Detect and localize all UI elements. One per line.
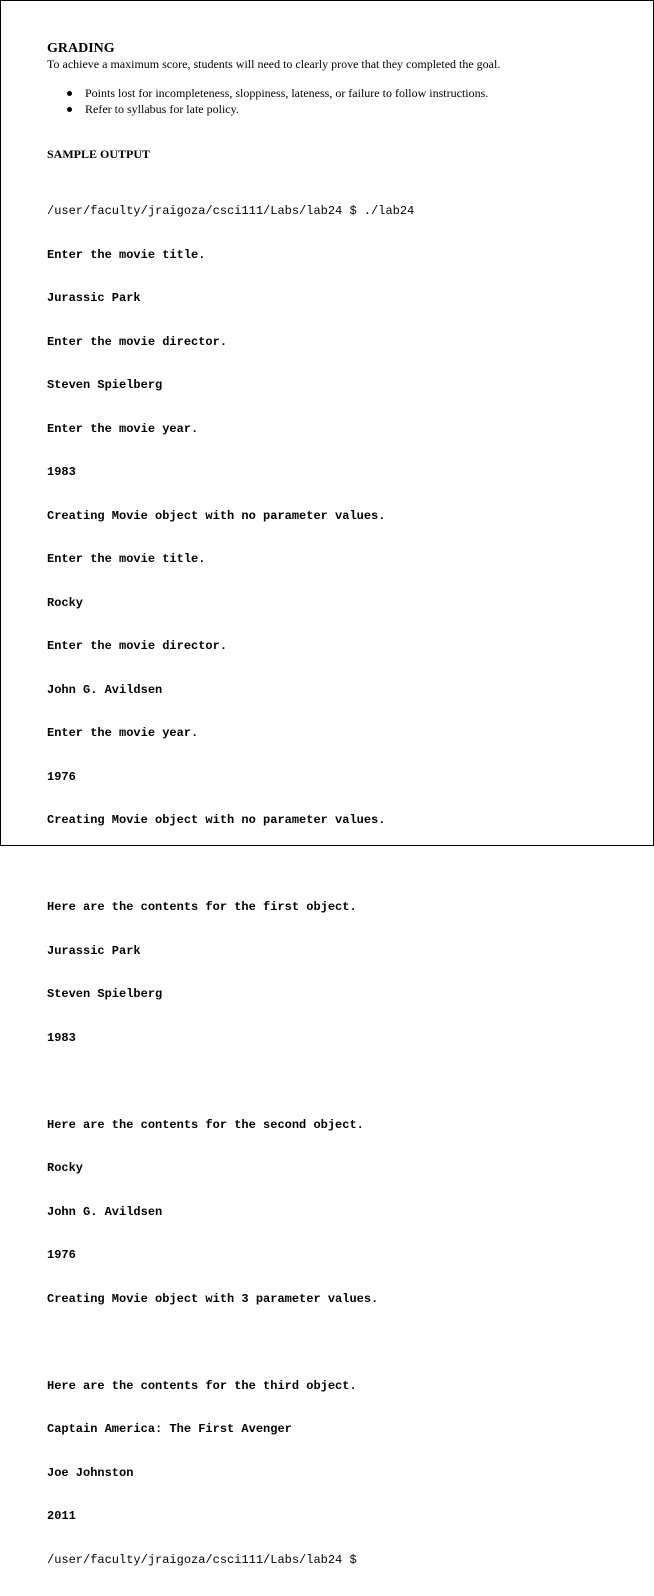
terminal-line: /user/faculty/jraigoza/csci111/Labs/lab24 $ ./lab24: [47, 204, 415, 218]
terminal-line: /user/faculty/jraigoza/csci111/Labs/lab24 $: [47, 1552, 357, 1567]
terminal-line: Here are the contents for the third object.: [47, 1378, 357, 1393]
terminal-line: Enter the movie year.: [47, 421, 199, 436]
terminal-line: Creating Movie object with no parameter values.: [47, 508, 386, 523]
terminal-blank-line: [47, 1074, 637, 1089]
grading-bullet-item: [47, 85, 637, 101]
terminal-line: 1976: [47, 769, 76, 784]
terminal-line: Enter the movie title.: [47, 552, 206, 566]
terminal-line: 1976: [47, 1248, 76, 1262]
terminal-line: Enter the movie director.: [47, 334, 228, 349]
terminal-line: Jurassic Park: [47, 943, 141, 958]
terminal-blank-line: [47, 1335, 637, 1350]
grading-intro: To achieve a maximum score, students will need to clearly prove that they completed the goal.: [47, 57, 501, 71]
terminal-line: Enter the movie year.: [47, 726, 199, 740]
terminal-line: Rocky: [47, 1161, 84, 1175]
terminal-line: 2011: [47, 1509, 76, 1523]
document-content: [47, 41, 637, 1596]
terminal-line: Creating Movie object with 3 parameter values.: [47, 1291, 379, 1306]
terminal-line: Steven Spielberg: [47, 378, 163, 392]
terminal-line: 1983: [47, 465, 76, 479]
terminal-blank-line: [47, 857, 637, 872]
terminal-line: 1983: [47, 1030, 76, 1045]
grading-heading: GRADING: [47, 41, 115, 56]
terminal-line: Creating Movie object with no parameter values.: [47, 813, 386, 827]
grading-bullet-list: [47, 85, 637, 117]
terminal-line: Enter the movie title.: [47, 247, 206, 262]
terminal-line: John G. Avildsen: [47, 1204, 163, 1219]
sample-output-heading: SAMPLE OUTPUT: [47, 147, 151, 161]
terminal-line: Captain America: The First Avenger: [47, 1422, 292, 1436]
terminal-output: [47, 175, 637, 1596]
terminal-line: Here are the contents for the first object.: [47, 900, 357, 914]
terminal-line: John G. Avildsen: [47, 682, 163, 697]
terminal-line: Enter the movie director.: [47, 639, 228, 653]
terminal-line: Rocky: [47, 595, 84, 610]
terminal-line: Steven Spielberg: [47, 987, 163, 1001]
bullet-icon: [67, 107, 72, 112]
grading-bullet-item: [47, 101, 637, 117]
terminal-line: Jurassic Park: [47, 291, 141, 305]
bullet-icon: [67, 91, 72, 96]
grading-bullet-text: Points lost for incompleteness, sloppiness, lateness, or failure to follow instructions.: [85, 86, 489, 100]
terminal-line: Joe Johnston: [47, 1465, 134, 1480]
grading-bullet-text: Refer to syllabus for late policy.: [85, 102, 239, 116]
terminal-line: Here are the contents for the second object.: [47, 1117, 364, 1132]
